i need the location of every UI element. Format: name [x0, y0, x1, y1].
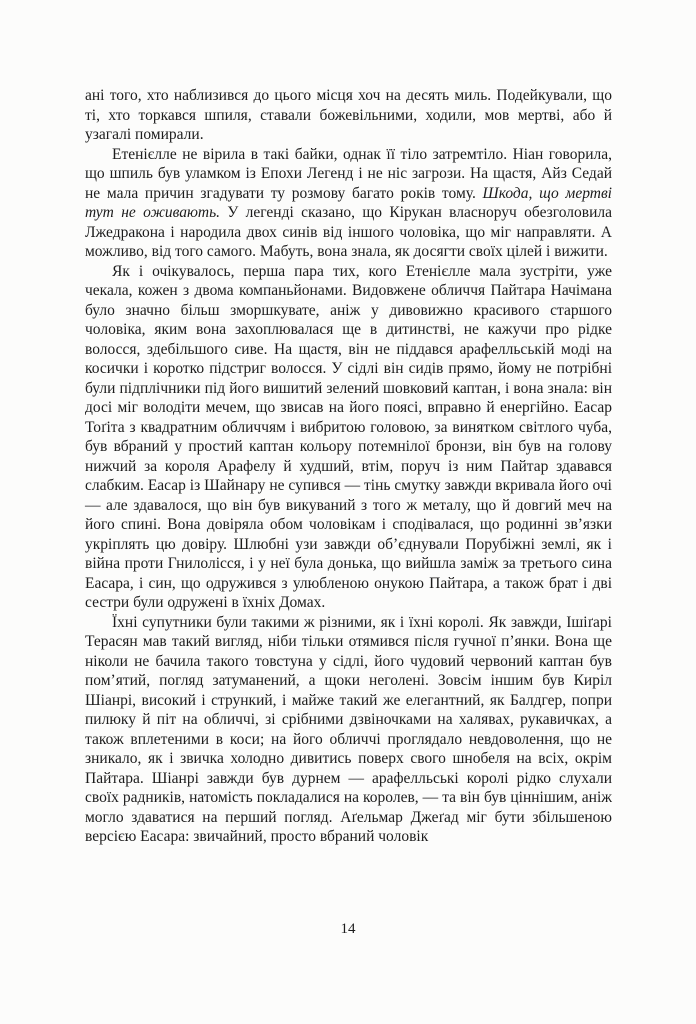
- paragraph-text: У легенді сказано, що Кірукан власноруч обезголовила Лжедракона і народила двох синів від іншого чоловіка, що міг направляти. А можливо, від того самого. Мабуть, вона знала, як досягти своїх цілей і вижити.: [85, 204, 612, 260]
- paragraph-text: Як і очікувалось, перша пара тих, кого Етенієлле мала зустріти, уже чекала, кожен з двома компаньйонами. Видовжене обличчя Пайтара Начімана було значно більш зморшкувате, аніж у дивовижно красивого старшого чоловіка, яким вона захоплювалася ще в дитинстві, не кажучи про рідке волосся, здебільшого сиве. На щастя, він не піддався арафелльській моді на косички і коротко підстриг волосся. У сідлі він сидів прямо, йому не потрібні були підплічники під його вишитий зелений шовковий каптан, і вона знала: він досі міг володіти мечем, що звисав на його поясі, вправно й енергійно. Еасар Тоґіта з квадратним обличчям і вибритою головою, за винятком світлого чуба, був вбраний у простий каптан кольору потемнілої бронзи, він був на голову нижчий за короля Арафелу й худший, втім, поруч із ним Пайтар здавався слабким. Еасар із Шайнару не супився — тінь смутку завжди вкривала його очі — але здавалося, що він був викуваний з того ж металу, що й довгий меч на його спині. Вона довіряла обом чоловікам і сподівалася, що родинні зв’язки укріплять цю довіру. Шлюбні узи завжди об’єднували Порубіжні землі, як і війна проти Гнилолісся, і у неї була донька, що вийшла заміж за третього сина Еасара, і син, що одружився з улюбленою онукою Пайтара, а також брат і дві сестри були одружені в їхніх Домах.: [85, 262, 612, 611]
- paragraph: [85, 613, 612, 847]
- paragraph-text: ані того, хто наблизився до цього місця хоч на десять миль. Подейкували, що ті, хто торкався шпиля, ставали божевільними, ходили, мов мертві, або й узагалі помирали.: [85, 87, 612, 143]
- page-footer: [0, 920, 696, 938]
- paragraph: [85, 145, 612, 262]
- page-number: 14: [340, 921, 356, 937]
- paragraph-text-italic: Шкода, що мертві тут не оживають.: [85, 184, 612, 221]
- paragraph: [85, 262, 612, 613]
- paragraph: [85, 86, 612, 145]
- paragraph-text: Їхні супутники були такими ж різними, як і їхні королі. Як завжди, Ішіґарі Терасян мав такий вигляд, ніби тільки отямився після гучної п’янки. Вона ще ніколи не бачила такого товстуна у сідлі, його чудовий червоний каптан був пом’ятий, погляд затуманений, а щоки неголені. Зовсім іншим був Киріл Шіанрі, високий і стрункий, і майже такий же елегантний, як Балдгер, попри пилюку й піт на обличчі, зі срібними дзвіночками на халявах, рукавичках, а також вплетеними в коси; на його обличчі проглядало невдоволення, що не зникало, як і звичка холодно дивитись поверх свого шнобеля на всіх, окрім Пайтара. Шіанрі завжди був дурнем — арафелльські королі рідко слухали своїх радників, натомість покладалися на королев, — та він був ціннішим, аніж могло здаватися на перший погляд. Аґельмар Джеґад міг бути збільшеною версією Еасара: звичайний, просто вбраний чоловік: [85, 613, 612, 845]
- paragraph-text: Етенієлле не вірила в такі байки, однак її тіло затремтіло. Ніан говорила, що шпиль був уламком із Епохи Легенд і не ніс загрози. На щастя, Айз Седай не мала причин згадувати ту розмову багато років тому.: [85, 145, 612, 202]
- page-text: [85, 86, 612, 847]
